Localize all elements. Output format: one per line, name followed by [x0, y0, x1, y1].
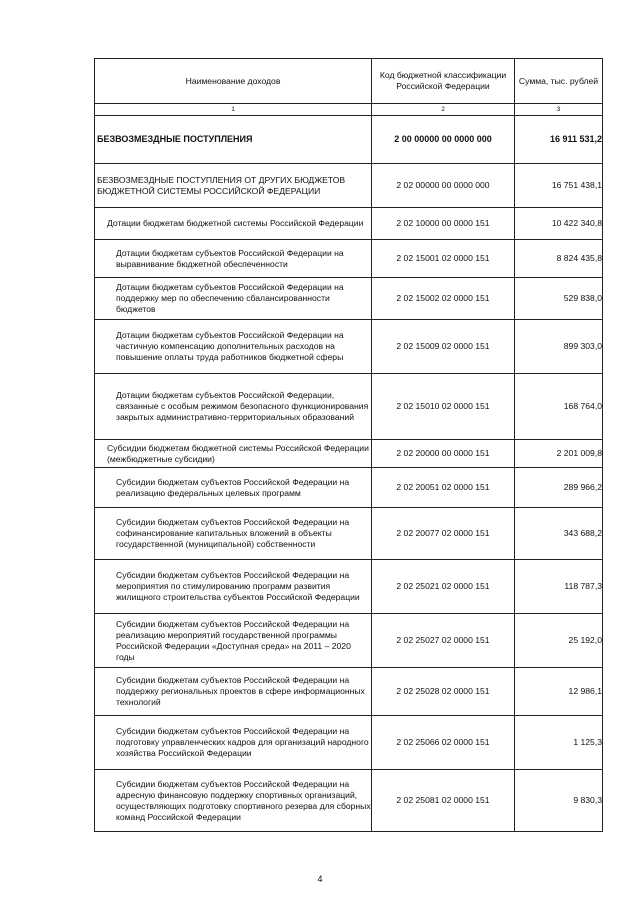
table-row [95, 770, 603, 832]
row-name: Дотации бюджетам субъектов Российской Федерации, связанные с особым режимом безопасного функционирования закрытых административно-территориальных образований [95, 374, 372, 440]
row-name: Субсидии бюджетам субъектов Российской Федерации на реализацию мероприятий государственной программы Российской Федерации «Доступная среда» на 2011 – 2020 годы [95, 614, 372, 668]
row-sum: 2 201 009,8 [515, 440, 603, 468]
row-code: 2 02 15010 02 0000 151 [372, 374, 515, 440]
row-name: Дотации бюджетам субъектов Российской Федерации на выравнивание бюджетной обеспеченности [95, 240, 372, 278]
row-sum: 25 192,0 [515, 614, 603, 668]
row-code: 2 02 25027 02 0000 151 [372, 614, 515, 668]
table-row [95, 440, 603, 468]
row-name: Субсидии бюджетам субъектов Российской Федерации на мероприятия по стимулированию программ развития жилищного строительства субъектов Российской Федерации [95, 560, 372, 614]
row-code: 2 02 15002 02 0000 151 [372, 278, 515, 320]
table-row [95, 164, 603, 208]
row-code: 2 02 20051 02 0000 151 [372, 468, 515, 508]
row-name: Субсидии бюджетам субъектов Российской Федерации на реализацию федеральных целевых программ [95, 468, 372, 508]
table-row [95, 240, 603, 278]
row-sum: 343 688,2 [515, 508, 603, 560]
page-number: 4 [317, 874, 323, 884]
row-code: 2 02 20000 00 0000 151 [372, 440, 515, 468]
row-sum: 118 787,3 [515, 560, 603, 614]
row-name: Субсидии бюджетам субъектов Российской Федерации на поддержку региональных проектов в сфере информационных технологий [95, 668, 372, 716]
row-sum: 289 966,2 [515, 468, 603, 508]
row-sum: 529 838,0 [515, 278, 603, 320]
table-row [95, 508, 603, 560]
table-row [95, 560, 603, 614]
table-row [95, 320, 603, 374]
row-name: Субсидии бюджетам субъектов Российской Федерации на подготовку управленческих кадров для организаций народного хозяйства Российской Федерации [95, 716, 372, 770]
row-code: 2 02 25081 02 0000 151 [372, 770, 515, 832]
row-sum: 16 751 438,1 [515, 164, 603, 208]
row-code: 2 00 00000 00 0000 000 [372, 116, 515, 164]
row-name: Дотации бюджетам субъектов Российской Федерации на поддержку мер по обеспечению сбалансированности бюджетов [95, 278, 372, 320]
row-code: 2 02 15009 02 0000 151 [372, 320, 515, 374]
row-name: Дотации бюджетам бюджетной системы Российской Федерации [95, 208, 372, 240]
table-row [95, 116, 603, 164]
table-row [95, 374, 603, 440]
revenue-table [94, 58, 603, 832]
table-row [95, 468, 603, 508]
row-code: 2 02 20077 02 0000 151 [372, 508, 515, 560]
row-name: Субсидии бюджетам субъектов Российской Федерации на софинансирование капитальных вложений в объекты государственной (муниципальной) собственности [95, 508, 372, 560]
row-code: 2 02 15001 02 0000 151 [372, 240, 515, 278]
row-sum: 16 911 531,2 [515, 116, 603, 164]
row-name: Субсидии бюджетам бюджетной системы Российской Федерации (межбюджетные субсидии) [95, 440, 372, 468]
row-code: 2 02 25021 02 0000 151 [372, 560, 515, 614]
table-row [95, 716, 603, 770]
row-sum: 9 830,3 [515, 770, 603, 832]
column-number: 1 [95, 104, 372, 116]
column-number: 2 [372, 104, 515, 116]
row-name: Субсидии бюджетам субъектов Российской Федерации на адресную финансовую поддержку спортивных организаций, осуществляющих подготовку спортивного резерва для сборных команд Российской Федерации [95, 770, 372, 832]
header-sum: Сумма, тыс. рублей [515, 59, 603, 104]
table-row [95, 614, 603, 668]
row-name: Дотации бюджетам субъектов Российской Федерации на частичную компенсацию дополнительных расходов на повышение оплаты труда работников бюджетной сферы [95, 320, 372, 374]
row-name: БЕЗВОЗМЕЗДНЫЕ ПОСТУПЛЕНИЯ [95, 116, 372, 164]
row-sum: 10 422 340,8 [515, 208, 603, 240]
table-row [95, 668, 603, 716]
row-sum: 899 303,0 [515, 320, 603, 374]
row-code: 2 02 10000 00 0000 151 [372, 208, 515, 240]
row-sum: 1 125,3 [515, 716, 603, 770]
table-row [95, 278, 603, 320]
row-code: 2 02 25066 02 0000 151 [372, 716, 515, 770]
row-code: 2 02 00000 00 0000 000 [372, 164, 515, 208]
row-sum: 168 764,0 [515, 374, 603, 440]
row-code: 2 02 25028 02 0000 151 [372, 668, 515, 716]
header-code: Код бюджетной классификации Российской Федерации [372, 59, 515, 104]
row-sum: 12 986,1 [515, 668, 603, 716]
row-sum: 8 824 435,8 [515, 240, 603, 278]
column-number: 3 [515, 104, 603, 116]
row-name: БЕЗВОЗМЕЗДНЫЕ ПОСТУПЛЕНИЯ ОТ ДРУГИХ БЮДЖЕТОВ БЮДЖЕТНОЙ СИСТЕМЫ РОССИЙСКОЙ ФЕДЕРАЦИИ [95, 164, 372, 208]
header-name: Наименование доходов [95, 59, 372, 104]
table-row [95, 208, 603, 240]
